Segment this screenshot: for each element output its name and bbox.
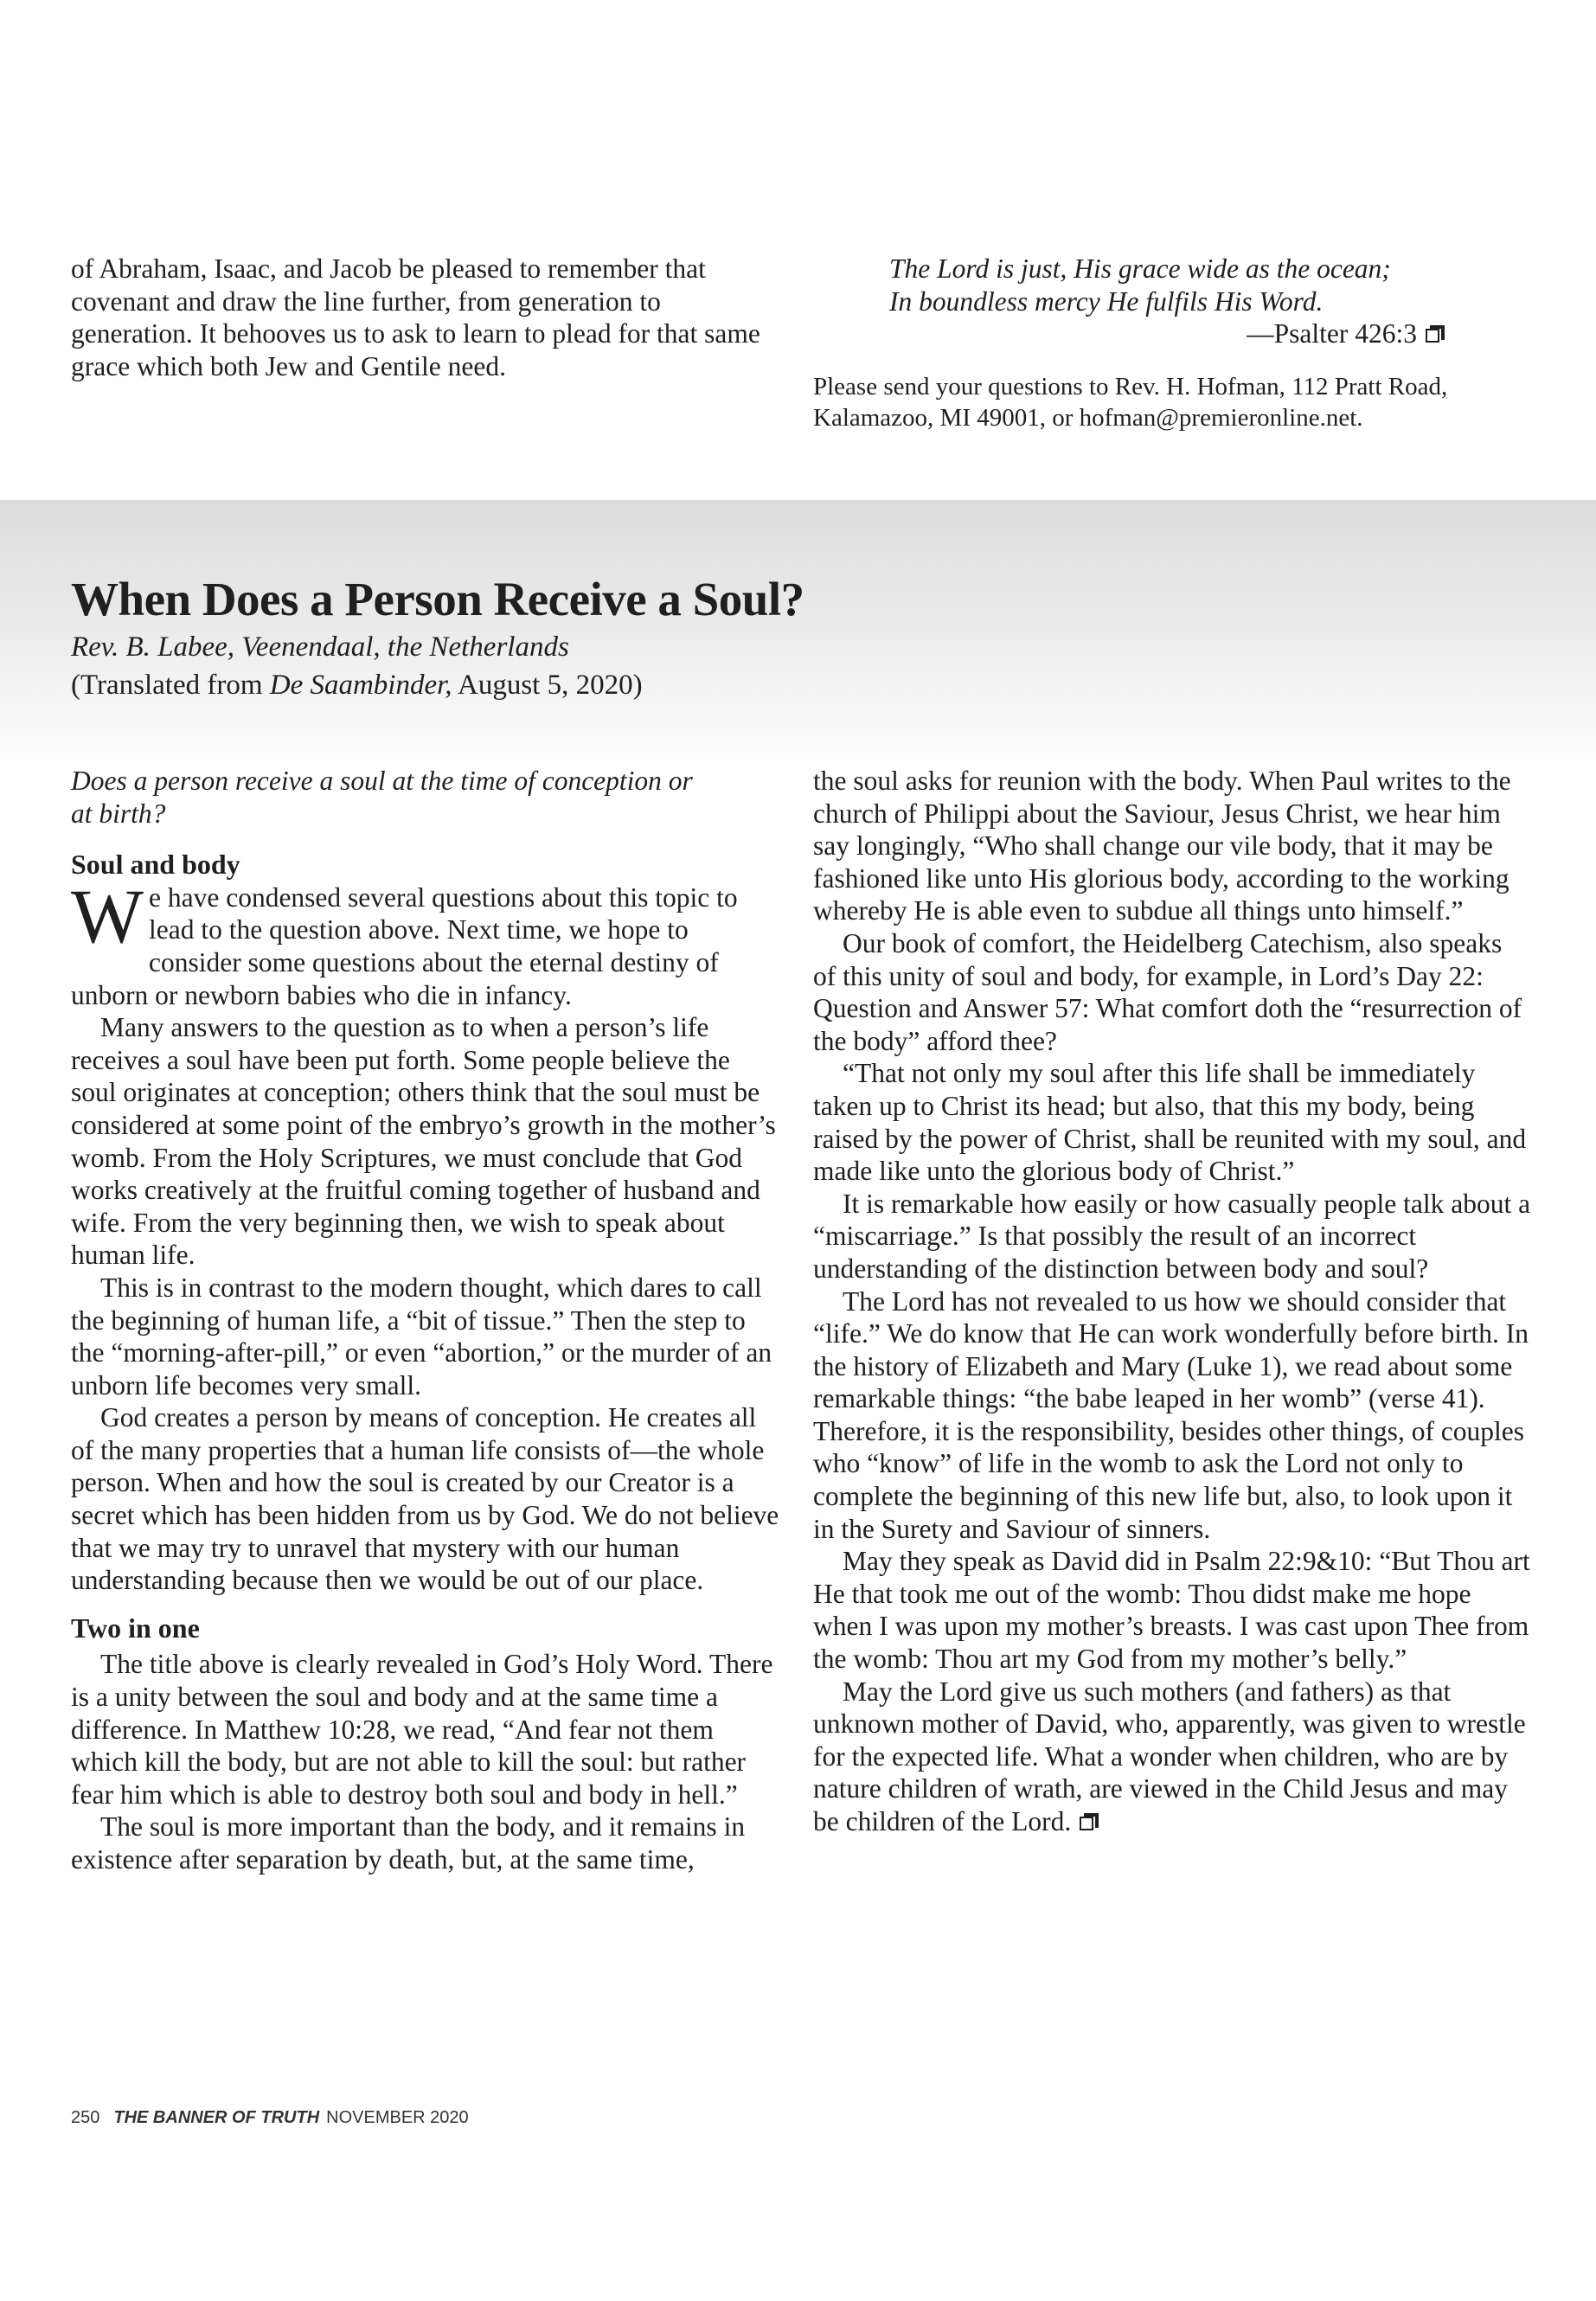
end-of-article-box-icon [1080,1813,1099,1832]
closing-paragraph: of Abraham, Isaac, and Jacob be pleased to remember that covenant and draw the line further, from generation to generation. It behooves us to ask to learn to plead for that same grace which both Jew and Gentile need. [71,253,760,381]
translation-prefix: (Translated from [71,670,270,701]
verse-reference: —Psalter 426:3 [1247,318,1417,349]
translation-source: De Saambinder, [269,670,452,701]
paragraph: God creates a person by means of conception. He creates all of the many properties that a human life consists of—the whole person. When and how the soul is created by our Creator is a secret which has been hidden from us by God. We do not believe that we may try to unravel that mystery with our human understanding because then we would be out of our place. [71,1402,779,1596]
paragraph: It is remarkable how easily or how casually people talk about a “miscarriage.” Is that possibly the result of an incorrect understanding of the distinction between body and soul? [813,1188,1531,1284]
drop-cap: W [71,874,144,959]
paragraph: The soul is more important than the body, and it remains in existence after separation by death, but, at the same time, [71,1811,746,1875]
article-header [71,571,1542,704]
end-of-article-box-icon [1426,325,1445,344]
paragraph: The title above is clearly revealed in God’s Holy Word. There is a unity between the soul and body and at the same time a difference. In Matthew 10:28, we read, “And fear not them which kill the body, but are not able to kill the soul: but rather fear him which is able to destroy both soul and body in hell.” [71,1649,773,1810]
contact-note: Please send your questions to Rev. H. Hofman, 112 Pratt Road, Kalamazoo, MI 49001, or hofman@premieronline.net. [813,372,1448,433]
previous-article-closing [813,253,1531,434]
article-column-left [71,765,780,1876]
paragraph: This is in contrast to the modern thought, which dares to call the beginning of human life, a “bit of tissue.” Then the step to the “morning-after-pill,” or even “abortion,” or the murder of an unborn life becomes very small. [71,1272,772,1400]
paragraph: The Lord has not revealed to us how we should consider that “life.” We do know that He can work wonderfully before birth. In the history of Elizabeth and Mary (Luke 1), we read about some remarkable things: “the babe leaped in her womb” (verse 41). Therefore, it is the responsibility, besides other things, of couples who “know” of life in the womb to ask the Lord not only to complete the beginning of this new life but, also, to look upon it in the Surety and Saviour of sinners. [813,1285,1529,1544]
article-byline: Rev. B. Labee, Veenendaal, the Netherlands [71,631,569,663]
paragraph [71,874,780,1011]
reader-question: Does a person receive a soul at the time of conception or at birth? [71,766,693,829]
issue-date: NOVEMBER 2020 [326,2108,469,2127]
section-heading: Soul and body [71,849,240,881]
paragraph-text: e have condensed several questions about this topic to lead to the question above. Next time, we hope to consider some questions about the eternal destiny of unborn or newborn babies who die in infancy. [71,881,738,1010]
paragraph [813,1676,1531,1838]
translation-suffix: August 5, 2020) [452,670,643,701]
page-footer [71,2107,469,2128]
verse-line: In boundless mercy He fulfils His Word. [889,285,1324,317]
paragraph-text: May the Lord give us such mothers (and fathers) as that unknown mother of David, who, apparently, was given to wrestle for the expected life. What a wonder when children, who are by nature children of wrath, are viewed in the Child Jesus and may be children of the Lord. [813,1676,1526,1836]
previous-article-ending [71,253,780,382]
article-column-right [813,765,1531,1838]
paragraph: “That not only my soul after this life shall be immediately taken up to Christ its head; but also, that this my body, being raised by the power of Christ, shall be reunited with my soul, and made like unto the glorious body of Christ.” [813,1058,1527,1187]
verse-line: The Lord is just, His grace wide as the ocean; [889,253,1391,284]
paragraph: Many answers to the question as to when a person’s life receives a soul have been put forth. Some people believe the soul originates at conception; others think that the soul must be considered at some point of the embryo’s growth in the mother’s womb. From the Holy Scriptures, we must conclude that God works creatively at the fruitful coming together of husband and wife. From the very beginning then, we wish to speak about human life. [71,1012,776,1271]
paragraph: May they speak as David did in Psalm 22:9&10: “But Thou art He that took me out of the womb: Thou didst make me hope when I was upon my mother’s breasts. I was cast upon Thee from the womb: Thou art my God from my mother’s belly.” [813,1546,1530,1675]
magazine-name: THE BANNER OF TRUTH [113,2108,320,2127]
page-number: 250 [71,2108,100,2127]
paragraph: Our book of comfort, the Heidelberg Catechism, also speaks of this unity of soul and body, for example, in Lord’s Day 22: Question and Answer 57: What comfort doth the “resurrection of the body” afford thee? [813,927,1522,1056]
paragraph: the soul asks for reunion with the body. When Paul writes to the church of Philippi about the Saviour, Jesus Christ, we hear him say longingly, “Who shall change our vile body, that it may be fashioned like unto His glorious body, according to the working whereby He is able even to subdue all things unto himself.” [813,766,1511,926]
psalter-verse [889,253,1531,317]
article-title: When Does a Person Receive a Soul? [71,573,804,625]
verse-reference-line [813,317,1531,350]
translation-note [71,666,1542,704]
section-heading: Two in one [71,1612,200,1644]
